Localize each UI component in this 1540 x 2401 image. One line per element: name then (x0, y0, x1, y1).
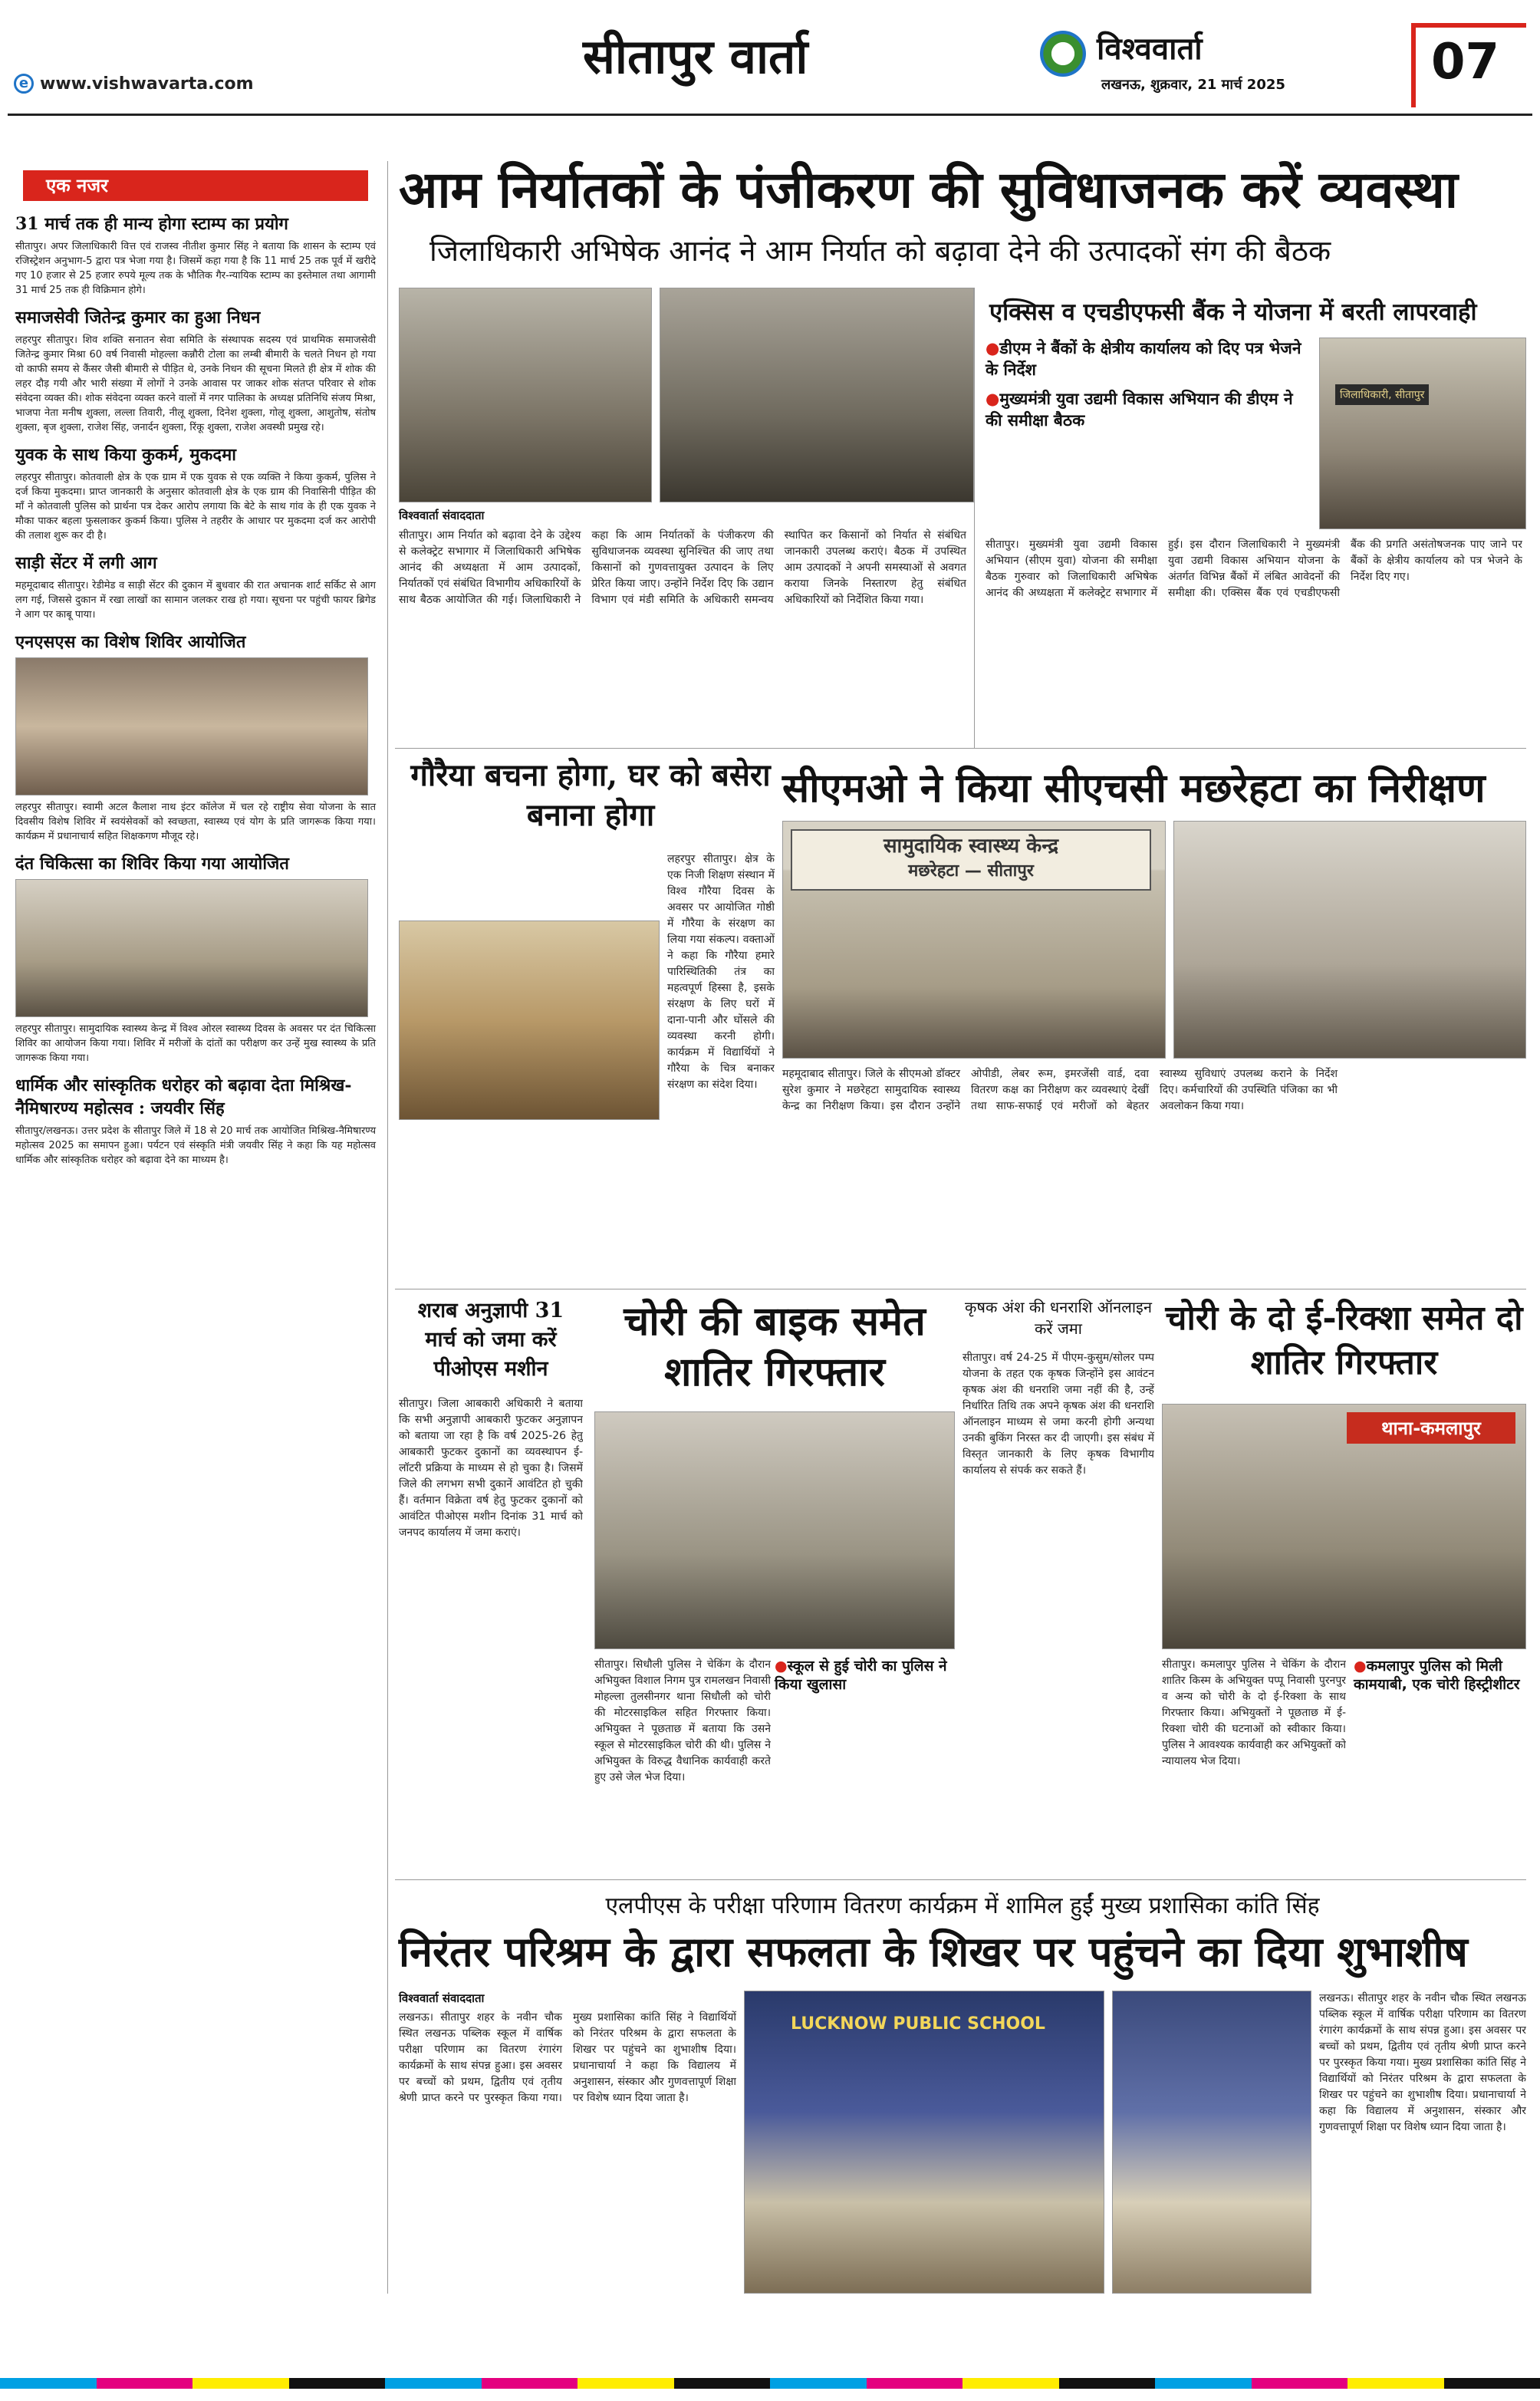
dental-camp-photo (15, 879, 368, 1017)
bike-theft-body: सीतापुर। सिधौली पुलिस ने चेकिंग के दौरान अभियुक्त विशाल निगम पुत्र रामलखन निवासी मोहल्ला तुलसीनगर थाना सिधौली को चोरी की मोटरसाइकिल सहित गिरफ्तार किया। अभियुक्त ने पूछताछ में बताया कि उसने स्कूल से मोटरसाइकिल चोरी की थी। पुलिस ने अभियुक्त के विरुद्ध वैधानिक कार्यवाही करते हुए उसे जेल भेज दिया। (594, 1658, 771, 1783)
school-byline: विश्ववार्ता संवाददाता (399, 1991, 485, 2005)
lead-byline: विश्ववार्ता संवाददाता (399, 509, 485, 522)
liquor-body: सीतापुर। जिला आबकारी अधिकारी ने बताया कि सभी अनुज्ञापी आबकारी फुटकर अनुज्ञापन को बताया जा रहा है कि वर्ष 2025-26 हेतु आबकारी फुटकर दुकानों का व्यवस्थापन ई-लॉटरी प्रक्रिया के माध्यम से हो चुका है। जिसमें जिले की लगभग सभी दुकानें आवंटित हो चुकी हैं। वर्तमान विक्रेता वर्ष हेतु फुटकर दुकानों को आवंटित पीओएस मशीन दिनांक 31 मार्च को जनपद कार्यालय में जमा कराएं। (399, 1398, 583, 1539)
farmer-body: सीतापुर। वर्ष 24-25 में पीएम-कुसुम/सोलर पम्प योजना के तहत एक कृषक जिन्होंने इस आवंटन कृषक अंश की धनराशि जमा नहीं की है, उन्हें निर्धारित तिथि तक अपने कृषक अंश की धनराशि ऑनलाइन माध्यम से जमा करनी होगी अन्यथा उनकी बुकिंग निरस्त कर दी जाएगी। इस संबंध में विस्तृत जानकारी के लिए कृषक विभागीय कार्यालय से संपर्क कर सकते हैं। (962, 1352, 1154, 1477)
thana-signboard: थाना-कमलापुर (1347, 1412, 1515, 1444)
sidebar-item-body: लहरपुर सीतापुर। शिव शक्ति सनातन सेवा समिति के संस्थापक सदस्य एवं प्राथमिक समाजसेवी जितेन्द्र कुमार मिश्रा 60 वर्ष निवासी मोहल्ला कन्नौरी टोला का लम्बी बीमारी के चलते निधन हो गया वो काफी समय से कैंसर जैसी बीमारी से पीड़ित थे, उनके निधन की सूचना मिलते ही क्षेत्र में शोक की लहर दौड़ गयी और भारी संख्या में लोगों ने उनके आवास पर जाकर शोक संतप्त परिवार से शोक संवेदना व्यक्त की। शोक संवेदना व्यक्त करने वालों में नगर पालिका के अध्यक्ष प्रतिनिधि संजय मिश्रा, भाजपा नेता मनीष शुक्ला, लल्ला तिवारी, नीलू शुक्ला, दिनेश शुक्ला, गोलू शुक्ला, आशुतोष, संतोष शुक्ला, बृज शुक्ला, राजेश सिंह, जनार्दन शुक्ला, रिंकू शुक्ला, राजेश अवस्थी प्रमुख रहे। (15, 334, 376, 433)
sidebar-divider (387, 161, 388, 2294)
section-title: सीतापुर वार्ता (583, 28, 808, 84)
browser-e-icon: e (14, 74, 34, 94)
sidebar-item-body: लहरपुर सीतापुर। सामुदायिक स्वास्थ्य केन्द्र में विश्व ओरल स्वास्थ्य दिवस के अवसर पर दंत चिकित्सा शिविर का आयोजन किया गया। शिविर में मरीजों के दांतों का परीक्षण कर उन्हें मुख स्वास्थ्य के प्रति जागरूक किया गया। (15, 1023, 376, 1064)
chc-signboard: सामुदायिक स्वास्थ्य केन्द्र मछरेहटा — सीतापुर (791, 829, 1151, 891)
sidebar-item (15, 630, 376, 844)
lead-headline: आम निर्यातकों के पंजीकरण की सुविधाजनक करें व्यवस्था (399, 160, 1458, 219)
sidebar-item (15, 212, 376, 298)
farmer-headline: कृषक अंश की धनराशि ऑनलाइन करें जमा (965, 1298, 1152, 1338)
school-kicker: एलपीएस के परीक्षा परिणाम वितरण कार्यक्रम में शामिल हुईं मुख्य प्रशासिका कांति सिंह (605, 1892, 1320, 1919)
sparrow-body: लहरपुर सीतापुर। क्षेत्र के एक निजी शिक्षण संस्थान में विश्व गौरैया दिवस के अवसर पर आयोजित गोष्ठी में गौरैया के संरक्षण का लिया गया संकल्प। वक्ताओं ने कहा कि गौरैया हमारे पारिस्थितिकी तंत्र का महत्वपूर्ण हिस्सा है, इसके संरक्षण के लिए घरों में दाना-पानी और घोंसले की व्यवस्था करनी होगी। कार्यक्रम में विद्यार्थियों ने गौरैया के चित्र बनाकर संरक्षण का संदेश दिया। (667, 853, 775, 1091)
sidebar-item-body: लहरपुर सीतापुर। स्वामी अटल कैलाश नाथ इंटर कॉलेज में चल रहे राष्ट्रीय सेवा योजना के सात दिवसीय विशेष शिविर में स्वयंसेवकों को स्वच्छता, स्वास्थ्य एवं योग के प्रति जागरूक किया गया। कार्यक्रम में प्रधानाचार्य सहित शिक्षकगण मौजूद रहे। (15, 802, 376, 842)
bullet-icon: ● (986, 390, 1000, 408)
bank-headline: एक्सिस व एचडीएफसी बैंक ने योजना में बरती लापरवाही (989, 298, 1477, 326)
school-award-photo (744, 1991, 1104, 2294)
sidebar-item-body: महमूदाबाद सीतापुर। रेडीमेड व साड़ी सेंटर की दुकान में बुधवार की रात अचानक शार्ट सर्किट से आग लग गई, जिससे दुकान में रखा लाखों का सामान जलकर राख हो गया। सूचना पर पहुंची फायर ब्रिगेड ने आग पर काबू पाया। (15, 580, 376, 621)
erickshaw-pull-quote: ●कमलापुर पुलिस को मिली कामयाबी, एक चोरी हिस्ट्रीशीटर (1354, 1658, 1520, 1693)
bullet-icon: ● (775, 1658, 788, 1675)
liquor-headline: शराब अनुज्ञापी 31 मार्च को जमा करें पीओएस मशीन (417, 1299, 564, 1381)
sidebar-item (15, 305, 376, 435)
masthead-rule (8, 114, 1532, 116)
bank-bullet: ●मुख्यमंत्री युवा उद्यमी विकास अभियान की डीएम ने की समीक्षा बैठक (986, 390, 1293, 430)
registration-color-strip (0, 2378, 1540, 2389)
sidebar-item-body: सीतापुर। अपर जिलाधिकारी वित्त एवं राजस्व नीतीश कुमार सिंह ने बताया कि शासन के स्टाम्प एवं रजिस्ट्रेशन अनुभाग-5 द्वारा पत्र भेजा गया है। जिसमें कहा गया है कि 11 मार्च 25 तक पूर्व में खरीदे गए 10 हजार से 25 हजार रुपये मूल्य तक के भौतिक गैर-न्यायिक स्टाम्प का इस्तेमाल तथा आगामी 31 मार्च 25 तक ही विक्रिमान होगे। (15, 241, 376, 296)
sidebar-item (15, 851, 376, 1065)
chc-building-photo (782, 821, 1166, 1059)
sidebar-item-title: युवक के साथ किया कुकर्म, मुकदमा (15, 445, 236, 465)
bike-theft-photo (594, 1411, 955, 1649)
sidebar-column (15, 207, 376, 1168)
photo-name-plate: जिलाधिकारी, सीतापुर (1335, 384, 1429, 405)
brand-logo (1040, 31, 1086, 77)
bank-meeting-photo (1319, 338, 1526, 529)
sidebar-item-title: एनएसएस का विशेष शिविर आयोजित (15, 632, 246, 652)
section-rule (395, 1879, 1526, 1880)
sidebar-item-title: साड़ी सेंटर में लगी आग (15, 553, 157, 573)
sidebar-item-body: सीतापुर/लखनऊ। उत्तर प्रदेश के सीतापुर जिले में 18 से 20 मार्च तक आयोजित मिश्रिख-नैमिषारण्य महोत्सव 2025 का समापन हुआ। पर्यटन एवं संस्कृति मंत्री जयवीर सिंह ने कहा कि यह महोत्सव धार्मिक और सांस्कृतिक धरोहर को बढ़ावा देने का माध्यम है। (15, 1125, 376, 1166)
brand-name: विश्ववार्ता (1097, 31, 1203, 67)
bank-bullet: ●डीएम ने बैंकों के क्षेत्रीय कार्यालय को दिए पत्र भेजने के निर्देश (986, 339, 1301, 379)
website-url[interactable]: www.vishwavarta.com (40, 74, 254, 94)
nss-camp-photo (15, 657, 368, 795)
lead-body: सीतापुर। आम निर्यात को बढ़ावा देने के उद्देश्य से कलेक्ट्रेट सभागार में जिलाधिकारी अभिषेक आनंद की अध्यक्षता में आम उत्पादकों, निर्यातकों एवं संबंधित विभागीय अधिकारियों के साथ बैठक आयोजित की गई। जिलाधिकारी ने कहा कि आम निर्यातकों के पंजीकरण की सुविधाजनक व्यवस्था सुनिश्चित की जाए तथा किसानों को गुणवत्तायुक्त उत्पादन के लिए प्रेरित किया जाए। उन्होंने निर्देश दिए कि उद्यान विभाग एवं मंडी समिति के अधिकारी समन्वय स्थापित कर किसानों को निर्यात से संबंधित जानकारी उपलब्ध कराएं। बैठक में उपस्थित आम उत्पादकों ने अपनी समस्याओं से अवगत कराया जिनके निस्तारण हेतु संबंधित अधिकारियों को निर्देशित किया गया। (399, 529, 966, 606)
section-rule (395, 748, 1526, 749)
page-number-box (1411, 23, 1526, 107)
sidebar-item-title: दंत चिकित्सा का शिविर किया गया आयोजित (15, 854, 289, 874)
page-number: 07 (1431, 34, 1500, 91)
school-body-continued: लखनऊ। सीतापुर शहर के नवीन चौक स्थित लखनऊ पब्लिक स्कूल में वार्षिक परीक्षा परिणाम का वितरण रंगारंग कार्यक्रमों के साथ संपन्न हुआ। इस अवसर पर बच्चों को प्रथम, द्वितीय एवं तृतीय श्रेणी प्राप्त करने पर पुरस्कृत किया गया। मुख्य प्रशासिका कांति सिंह ने विद्यार्थियों को निरंतर परिश्रम के द्वारा सफलता के शिखर पर पहुंचने का शुभाशीष दिया। प्रधानाचार्या ने कहा कि विद्यालय में अनुशासन, संस्कार और गुणवत्तापूर्ण शिक्षा पर विशेष ध्यान दिया जाता है। (1319, 1992, 1526, 2133)
bank-body: सीतापुर। मुख्यमंत्री युवा उद्यमी विकास अभियान (सीएम युवा) योजना की समीक्षा बैठक गुरुवार को जिलाधिकारी अभिषेक आनंद की अध्यक्षता में कलेक्ट्रेट सभागार में हुई। इस दौरान जिलाधिकारी ने मुख्यमंत्री युवा उद्यमी विकास अभियान योजना के अंतर्गत विभिन्न बैंकों में लंबित आवेदनों की समीक्षा की। एक्सिस बैंक एवं एचडीएफसी बैंक की प्रगति असंतोषजनक पाए जाने पर बैंकों के क्षेत्रीय कार्यालय को पत्र भेजने के निर्देश दिए गए। (986, 538, 1522, 599)
erickshaw-body: सीतापुर। कमलापुर पुलिस ने चेकिंग के दौरान शातिर किस्म के अभियुक्त पप्पू निवासी पुरनपुर व अन्य को चोरी के दो ई-रिक्शा के साथ गिरफ्तार किया। अभियुक्तों ने पूछताछ में ई-रिक्शा चोरी की घटनाओं को स्वीकार किया। पुलिस ने आवश्यक कार्यवाही कर अभियुक्तों को न्यायालय भेज दिया। (1162, 1658, 1346, 1767)
bullet-icon: ● (986, 339, 1000, 357)
cmo-body: महमूदाबाद सीतापुर। जिले के सीएमओ डॉक्टर सुरेश कुमार ने मछरेहटा सामुदायिक स्वास्थ्य केन्द्र का निरीक्षण किया। इस दौरान उन्होंने ओपीडी, लेबर रूम, इमरजेंसी वार्ड, दवा वितरण कक्ष का निरीक्षण कर व्यवस्थाएं देखीं तथा साफ-सफाई एवं मरीजों को बेहतर स्वास्थ्य सुविधाएं उपलब्ध कराने के निर्देश दिए। कर्मचारियों की उपस्थिति पंजिका का भी अवलोकन किया गया। (782, 1068, 1338, 1112)
bike-pull-quote: ●स्कूल से हुई चोरी का पुलिस ने किया खुलासा (775, 1658, 947, 1693)
cmo-inspection-photo (1173, 821, 1526, 1059)
erickshaw-police-photo (1162, 1404, 1526, 1649)
lead-subhead: जिलाधिकारी अभिषेक आनंद ने आम निर्यात को बढ़ावा देने की उत्पादकों संग की बैठक (429, 234, 1331, 268)
erickshaw-headline: चोरी के दो ई-रिक्शा समेत दो शातिर गिरफ्तार (1165, 1299, 1523, 1382)
sidebar-item (15, 443, 376, 543)
sidebar-item (15, 551, 376, 622)
bullet-icon: ● (1354, 1658, 1367, 1675)
website-url-row (14, 74, 254, 94)
sidebar-label: एक नजर (23, 170, 368, 201)
bank-bullets (986, 338, 1308, 431)
sidebar-item-title: 31 मार्च तक ही मान्य होगा स्टाम्प का प्रयोग (15, 214, 288, 234)
bike-theft-headline: चोरी की बाइक समेत शातिर गिरफ्तार (624, 1298, 926, 1395)
dateline: लखनऊ, शुक्रवार, 21 मार्च 2025 (1101, 77, 1285, 93)
lead-meeting-photo (399, 288, 652, 502)
cmo-headline: सीएमओ ने किया सीएचसी मछरेहटा का निरीक्षण (782, 765, 1486, 812)
stage-banner: LUCKNOW PUBLIC SCHOOL (791, 2014, 1045, 2034)
school-students-photo (1112, 1991, 1311, 2294)
sidebar-item-title: समाजसेवी जितेन्द्र कुमार का हुआ निधन (15, 308, 261, 328)
school-headline: निरंतर परिश्रम के द्वारा सफलता के शिखर पर पहुंचने का दिया शुभाशीष (399, 1927, 1468, 1976)
lead-meeting-photo-2 (660, 288, 974, 502)
sidebar-item-title: धार्मिक और सांस्कृतिक धरोहर को बढ़ावा देता मिश्रिख-नैमिषारण्य महोत्सव : जयवीर सिंह (15, 1075, 352, 1118)
sidebar-item-body: लहरपुर सीतापुर। कोतवाली क्षेत्र के एक ग्राम में एक युवक से एक व्यक्ति ने किया कुकर्म, पुलिस ने दर्ज किया मुकदमा। प्राप्त जानकारी के अनुसार कोतवाली क्षेत्र के एक ग्राम की निवासिनी पीड़ित की माँ ने कोतवाली पुलिस को प्रार्थना पत्र देकर आरोप लगाया कि बेटे के साथ गांव के ही एक युवक ने मौका पाकर बहला फुसलाकर कुकर्म किया। पुलिस ने तहरीर के आधार पर मुकदमा दर्ज कर आरोपी की तलाश शुरू कर दी है। (15, 472, 376, 542)
sidebar-item (15, 1073, 376, 1168)
sparrow-headline: गौरैया बचना होगा, घर को बसेरा बनाना होगा (410, 757, 771, 833)
school-body: लखनऊ। सीतापुर शहर के नवीन चौक स्थित लखनऊ पब्लिक स्कूल में वार्षिक परीक्षा परिणाम का वितरण रंगारंग कार्यक्रमों के साथ संपन्न हुआ। इस अवसर पर बच्चों को प्रथम, द्वितीय एवं तृतीय श्रेणी प्राप्त करने पर पुरस्कृत किया गया। मुख्य प्रशासिका कांति सिंह ने विद्यार्थियों को निरंतर परिश्रम के द्वारा सफलता के शिखर पर पहुंचने का शुभाशीष दिया। प्रधानाचार्या ने कहा कि विद्यालय में अनुशासन, संस्कार और गुणवत्तापूर्ण शिक्षा पर विशेष ध्यान दिया जाता है। (399, 2011, 736, 2104)
